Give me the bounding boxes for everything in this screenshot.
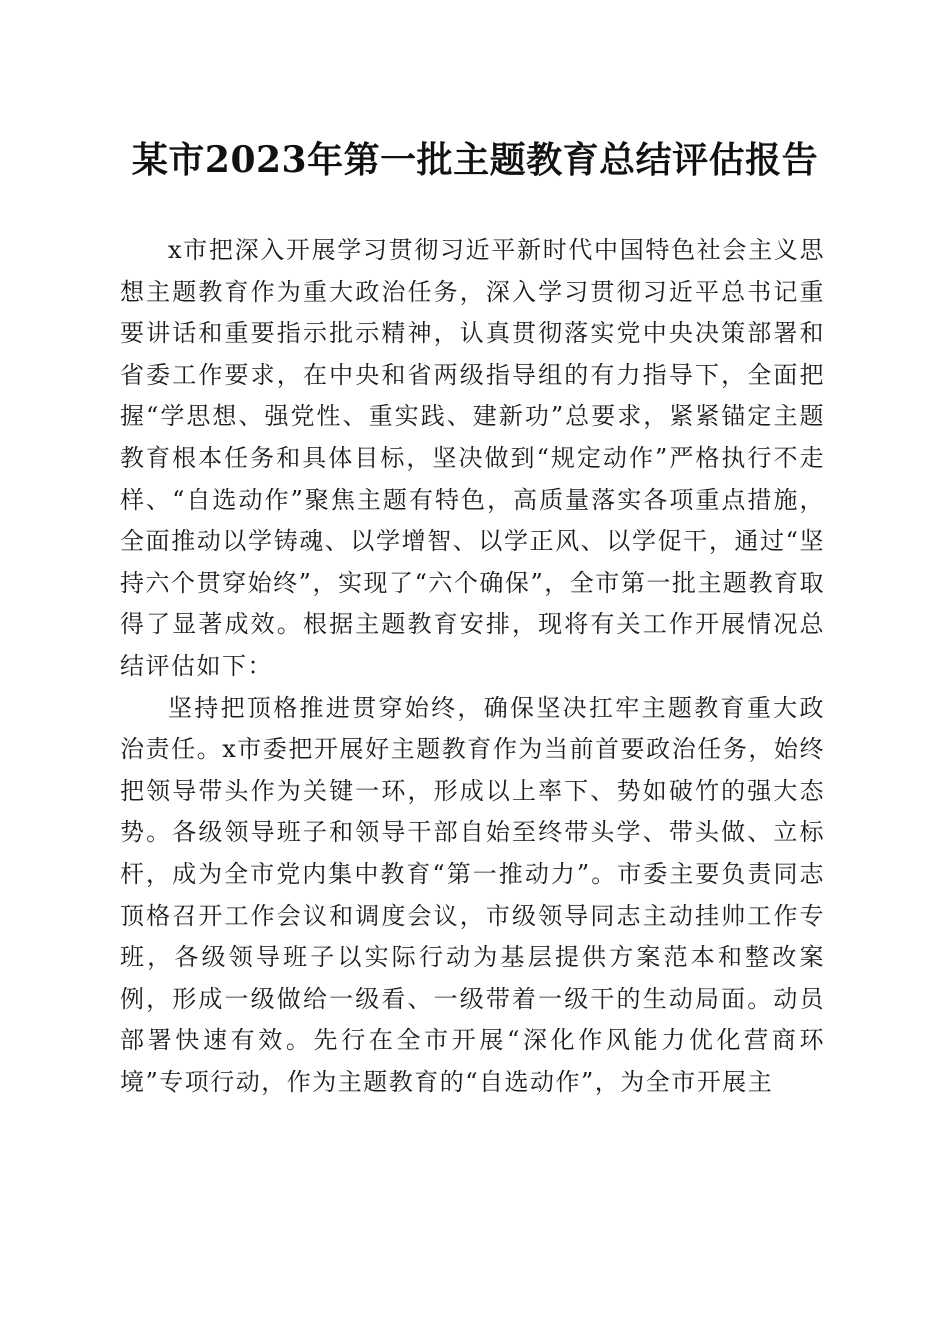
paragraph-intro: x市把深入开展学习贯彻习近平新时代中国特色社会主义思想主题教育作为重大政治任务，深入学习贯彻习近平总书记重要讲话和重要指示批示精神，认真贯彻落实党中央决策部署和省委工作要求，在中央和省两级指导组的有力指导下，全面把握“学思想、强党性、重实践、建新功”总要求，紧紧锚定主题教育根本任务和具体目标，坚决做到“规定动作”严格执行不走样、“自选动作”聚焦主题有特色，高质量落实各项重点措施，全面推动以学铸魂、以学增智、以学正风、以学促干，通过“坚持六个贯穿始终”，实现了“六个确保”，全市第一批主题教育取得了显著成效。根据主题教育安排，现将有关工作开展情况总结评估如下： [120,236,825,680]
paragraph-section-1: 坚持把顶格推进贯穿始终，确保坚决扛牢主题教育重大政治责任。x市委把开展好主题教育作为当前首要政治任务，始终把领导带头作为关键一环，形成以上率下、势如破竹的强大态势。各级领导班子和领导干部自始至终带头学、带头做、立标杆，成为全市党内集中教育“第一推动力”。市委主要负责同志顶格召开工作会议和调度会议，市级领导同志主动挂帅工作专班，各级领导班子以实际行动为基层提供方案范本和整改案例，形成一级做给一级看、一级带着一级干的生动局面。动员部署快速有效。先行在全市开展“深化作风能力优化营商环境”专项行动，作为主题教育的“自选动作”，为全市开展主 [120,693,825,1096]
document-body [120,230,825,1103]
document-title: 某市2023年第一批主题教育总结评估报告 [131,139,819,181]
